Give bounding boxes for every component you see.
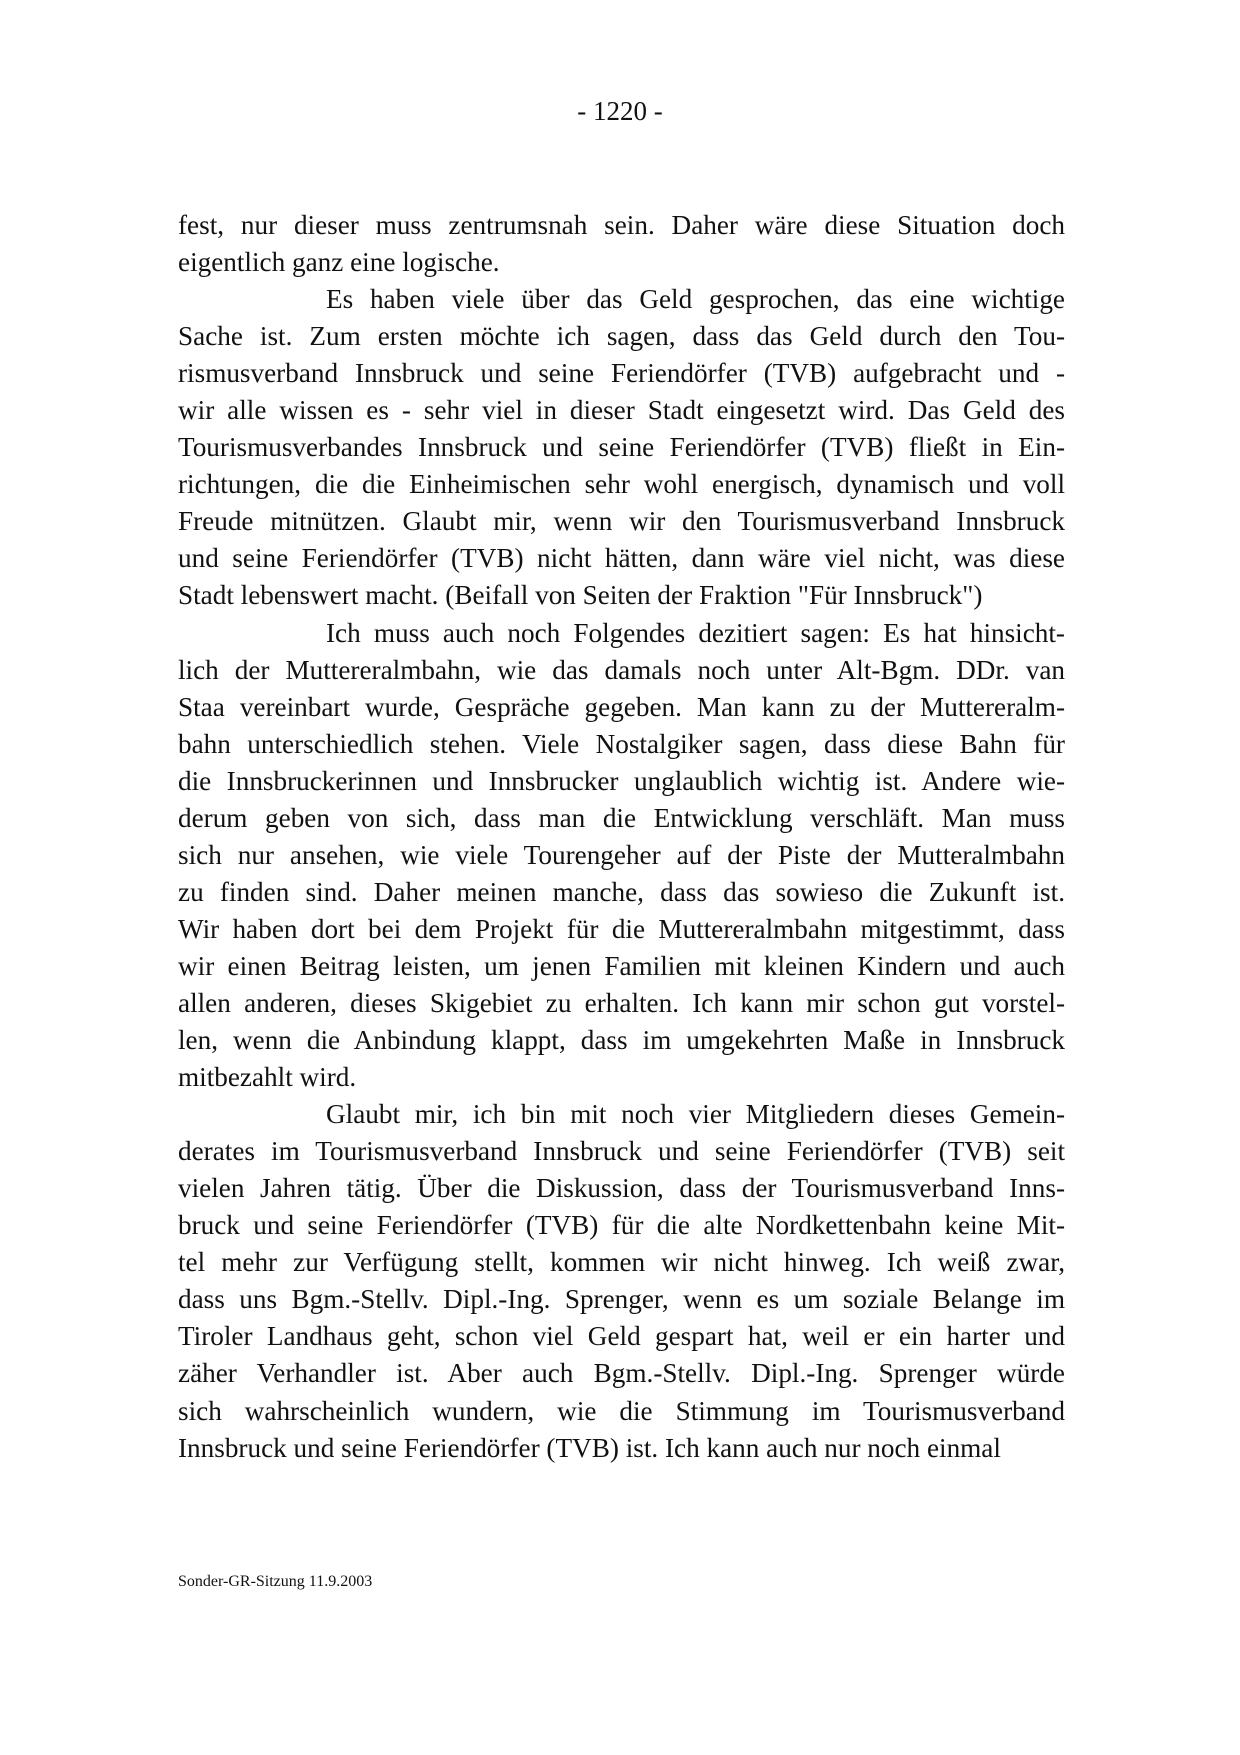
page-number: - 1220 -	[577, 96, 663, 126]
text-line: richtungen, die die Einheimischen sehr wohl energisch, dynamisch und voll	[178, 469, 1065, 500]
text-line: Tourismusverbandes Innsbruck und seine Feriendörfer (TVB) fließt in Ein-	[178, 432, 1065, 463]
text-line: Stadt lebenswert macht. (Beifall von Seiten der Fraktion "Für Innsbruck")	[178, 580, 983, 611]
text-line: sich nur ansehen, wie viele Tourengeher auf der Piste der Mutteralmbahn	[178, 839, 1065, 870]
text-line: Glaubt mir, ich bin mit noch vier Mitgliedern dieses Gemein-	[326, 1099, 1065, 1130]
text-line: derum geben von sich, dass man die Entwicklung verschläft. Man muss	[178, 802, 1065, 833]
text-line: vielen Jahren tätig. Über die Diskussion, dass der Tourismusverband Inns-	[178, 1173, 1065, 1204]
text-line: allen anderen, dieses Skigebiet zu erhalten. Ich kann mir schon gut vorstel-	[178, 987, 1065, 1018]
text-line: eigentlich ganz eine logische.	[178, 247, 500, 278]
page-footer: Sonder-GR-Sitzung 11.9.2003	[178, 1573, 373, 1590]
body-text	[178, 207, 1065, 1467]
text-line: Ich muss auch noch Folgendes dezitiert sagen: Es hat hinsicht-	[326, 617, 1065, 648]
text-line: rismusverband Innsbruck und seine Feriendörfer (TVB) aufgebracht und -	[178, 358, 1065, 389]
text-line: zu finden sind. Daher meinen manche, dass das sowieso die Zukunft ist.	[178, 876, 1065, 907]
text-line: mitbezahlt wird.	[178, 1062, 357, 1093]
text-line: sich wahrscheinlich wundern, wie die Stimmung im Tourismusverband	[178, 1395, 1065, 1426]
text-line: Staa vereinbart wurde, Gespräche gegeben. Man kann zu der Muttereralm-	[178, 691, 1065, 722]
text-line: bruck und seine Feriendörfer (TVB) für die alte Nordkettenbahn keine Mit-	[178, 1210, 1065, 1241]
text-line: bahn unterschiedlich stehen. Viele Nostalgiker sagen, dass diese Bahn für	[178, 728, 1065, 759]
paragraph	[178, 615, 1065, 1097]
text-line: lich der Muttereralmbahn, wie das damals noch unter Alt-Bgm. DDr. van	[178, 654, 1065, 685]
paragraph	[178, 1096, 1065, 1466]
text-line: fest, nur dieser muss zentrumsnah sein. Daher wäre diese Situation doch	[178, 210, 1065, 240]
text-line: die Innsbruckerinnen und Innsbrucker unglaublich wichtig ist. Andere wie-	[178, 765, 1065, 796]
text-line: Es haben viele über das Geld gesprochen, das eine wichtige	[326, 284, 1065, 315]
paragraph	[178, 281, 1065, 614]
text-line: wir einen Beitrag leisten, um jenen Familien mit kleinen Kindern und auch	[178, 950, 1065, 981]
text-line: wir alle wissen es - sehr viel in dieser Stadt eingesetzt wird. Das Geld des	[178, 395, 1065, 426]
text-line: Freude mitnützen. Glaubt mir, wenn wir den Tourismusverband Innsbruck	[178, 506, 1065, 537]
text-line: Wir haben dort bei dem Projekt für die Muttereralmbahn mitgestimmt, dass	[178, 913, 1065, 944]
text-line: len, wenn die Anbindung klappt, dass im umgekehrten Maße in Innsbruck	[178, 1025, 1065, 1056]
text-line: Innsbruck und seine Feriendörfer (TVB) ist. Ich kann auch nur noch einmal	[178, 1432, 1001, 1463]
text-line: Sache ist. Zum ersten möchte ich sagen, dass das Geld durch den Tou-	[178, 321, 1065, 352]
text-line: tel mehr zur Verfügung stellt, kommen wir nicht hinweg. Ich weiß zwar,	[178, 1247, 1065, 1278]
text-line: zäher Verhandler ist. Aber auch Bgm.-Stellv. Dipl.-Ing. Sprenger würde	[178, 1358, 1065, 1389]
paragraph	[178, 207, 1065, 281]
text-line: dass uns Bgm.-Stellv. Dipl.-Ing. Sprenger, wenn es um soziale Belange im	[178, 1284, 1065, 1315]
text-line: Tiroler Landhaus geht, schon viel Geld gespart hat, weil er ein harter und	[178, 1321, 1065, 1352]
text-line: und seine Feriendörfer (TVB) nicht hätten, dann wäre viel nicht, was diese	[178, 543, 1065, 574]
text-line: derates im Tourismusverband Innsbruck und seine Feriendörfer (TVB) seit	[178, 1136, 1065, 1167]
